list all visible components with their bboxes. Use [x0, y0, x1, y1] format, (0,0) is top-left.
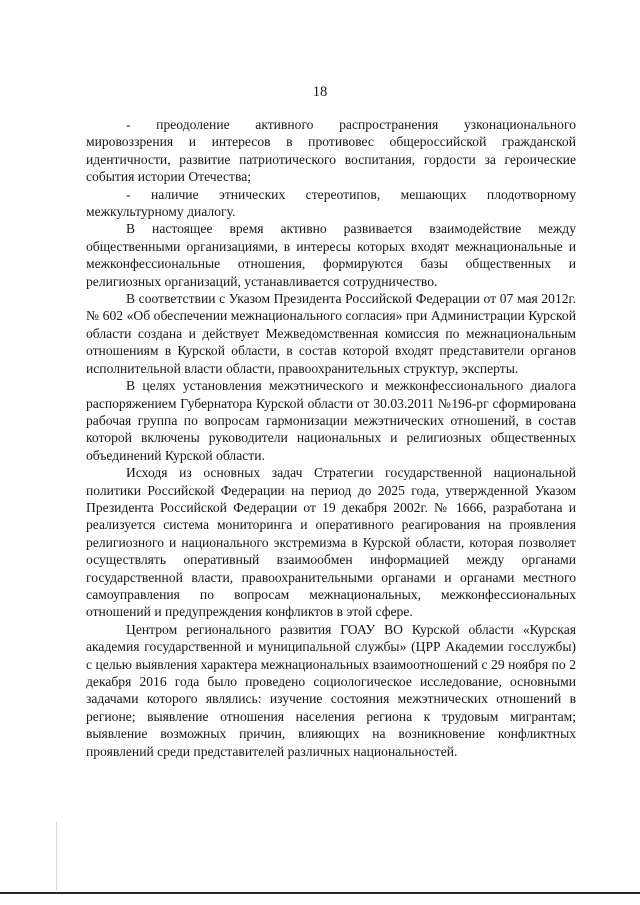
paragraph-research: Центром регионального развития ГОАУ ВО Курской области «Курская академия государственной и муниципальной службы» (ЦРР Академии госслужбы) с целью выявления характера межнациональных взаимоотношений с 29 ноября по 2 декабря 2016 года было проведено социологическое исследование, основными задачами которого являлись: изучение состояния межэтнических отношений в регионе; выявление отношения населения региона к трудовым мигрантам; выявление возможных причин, влияющих на возникновение конфликтных проявлений среди представителей различных национальностей. [86, 621, 576, 759]
paragraph-interaction: В настоящее время активно развивается взаимодействие между общественными организациями, в интересы которых входят межнациональные и межконфессиональные отношения, формируются базы общественных и религиозных организаций, устанавливается сотрудничество. [86, 221, 576, 289]
paragraph-bullet-1: - преодоление активного распространения узконационального мировоззрения и интересов в противовес общероссийской гражданской идентичности, развитие патриотического воспитания, гордости за героические события истории Отечества; [86, 117, 576, 185]
page-bottom-edge [0, 892, 640, 894]
document-body [86, 116, 576, 760]
paragraph-commission: В соответствии с Указом Президента Российской Федерации от 07 мая 2012г. № 602 «Об обеспечении межнационального согласия» при Администрации Курской области создана и действует Межведомственная комиссия по межнациональным отношениям в Курской области, в состав которой входят представители органов исполнительной власти области, правоохранительных структур, эксперты. [86, 291, 576, 376]
paragraph-bullet-2: - наличие этнических стереотипов, мешающих плодотворному межкультурному диалогу. [86, 186, 576, 220]
paragraph-monitoring: Исходя из основных задач Стратегии государственной национальной политики Российской Федерации на период до 2025 года, утвержденной Указом Президента Российской Федерации от 19 декабря 2002г. № 1666, разработана и реализуется система мониторинга и оперативного реагирования на проявления религиозного и национального экстремизма в Курской области, которая позволяет осуществлять оперативный взаимообмен информацией между органами государственной власти, правоохранительными органами и органами местного самоуправления по вопросам межнациональных, межконфессиональных отношений и предупреждения конфликтов в этой сфере. [86, 465, 576, 620]
page-number: 18 [312, 84, 328, 100]
scan-margin-line [56, 822, 57, 890]
paragraph-working-group: В целях установления межэтнического и межконфессионального диалога распоряжением Губернатора Курской области от 30.03.2011 №196-рг сформирована рабочая группа по вопросам гармонизации межэтнических отношений, в состав которой включены руководители национальных и религиозных общественных объединений Курской области. [86, 378, 576, 463]
